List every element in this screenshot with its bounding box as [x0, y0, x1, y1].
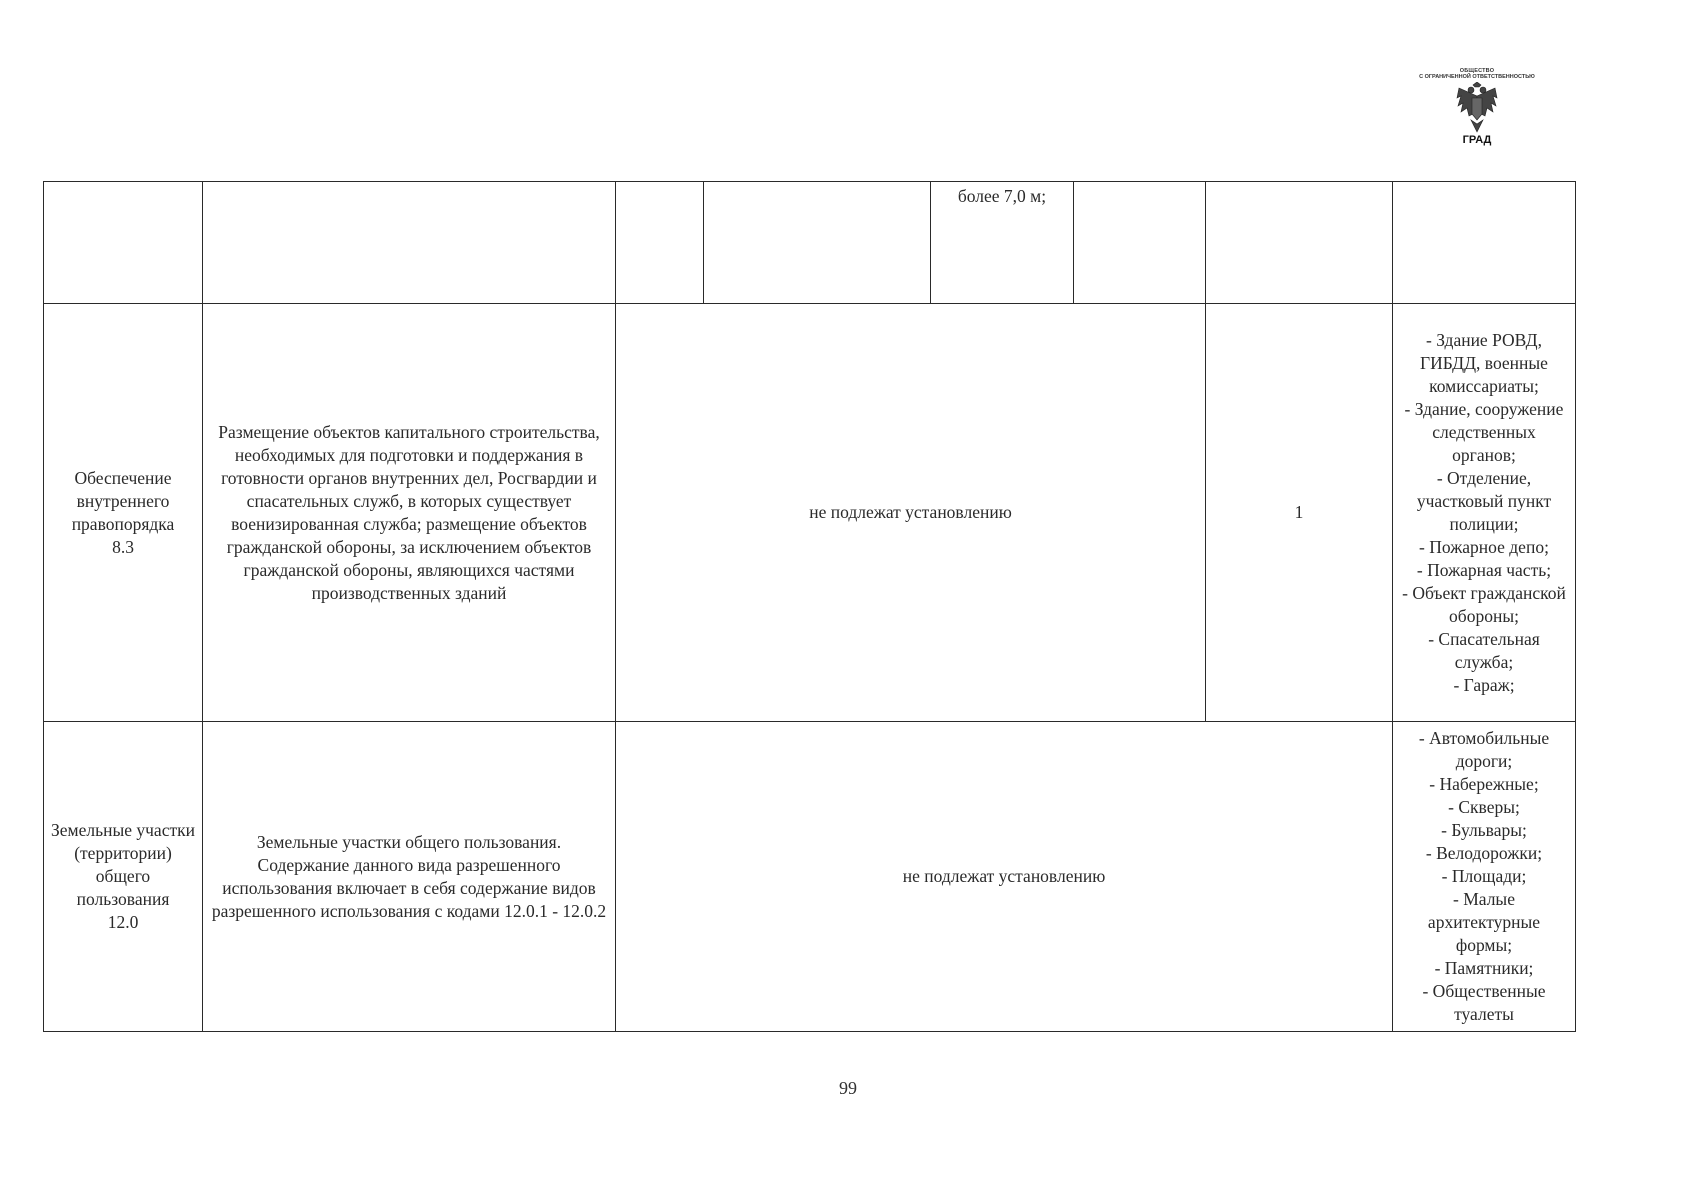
use-type-description: Размещение объектов капитального строительства, необходимых для подготовки и поддержания в готовности органов внутренних дел, Росгвардии и спасательных служб, в которых существует военизированная служба; размещение объектов гражданской обороны, за исключением объектов гражданской обороны, являющихся частями производственных зданий	[203, 304, 616, 722]
table-cell	[704, 182, 931, 304]
table-cell	[44, 182, 203, 304]
objects-list-cell	[1393, 722, 1576, 1032]
logo-caption-line1: ОБЩЕСТВО	[1459, 68, 1495, 74]
value-cell: 1	[1206, 304, 1393, 722]
list-item: - Гараж;	[1453, 674, 1515, 695]
list-item: - Бульвары;	[1441, 820, 1527, 840]
use-type-name: Обеспечение внутреннего правопорядка	[71, 467, 175, 534]
list-item: - Набережные;	[1429, 774, 1539, 794]
list-item: - Отделение, участковый пункт полиции;	[1416, 467, 1552, 534]
parameters-cell: не подлежат установлению	[616, 304, 1206, 722]
list-item: - Памятники;	[1434, 958, 1534, 978]
table-row	[44, 722, 1576, 1032]
list-item: - Здание, сооружение следственных органов;	[1404, 398, 1564, 465]
list-item: - Пожарное депо;	[1419, 536, 1549, 557]
list-item: - Малые архитектурные формы;	[1427, 889, 1541, 955]
page-number: 99	[839, 1078, 857, 1098]
table-cell	[616, 182, 704, 304]
list-item: - Пожарная часть;	[1416, 559, 1552, 580]
company-logo	[1392, 68, 1562, 156]
logo-caption-line2: С ОГРАНИЧЕННОЙ ОТВЕТСТВЕННОСТЬЮ	[1419, 74, 1535, 80]
table-cell	[1074, 182, 1206, 304]
table-cell	[1393, 182, 1576, 304]
list-item: - Автомобильные дороги;	[1418, 728, 1550, 771]
use-type-code: 12.0	[107, 912, 139, 932]
table-cell	[203, 182, 616, 304]
list-item: - Общественные туалеты	[1422, 981, 1546, 1024]
logo-brand: ГРАД	[1462, 134, 1492, 146]
list-item: - Спасательная служба;	[1428, 628, 1540, 672]
objects-list-cell	[1393, 304, 1576, 722]
height-limit-cell: более 7,0 м;	[931, 182, 1074, 304]
list-item: - Скверы;	[1448, 797, 1520, 817]
land-use-table	[43, 181, 1576, 1032]
list-item: - Здание РОВД, ГИБДД, военные комиссариаты;	[1420, 329, 1548, 396]
table-row-continuation	[44, 182, 1576, 304]
table-row	[44, 304, 1576, 722]
parameters-cell: не подлежат установлению	[616, 722, 1393, 1032]
table-cell	[1206, 182, 1393, 304]
list-item: - Площади;	[1441, 866, 1527, 886]
use-type-name-cell	[44, 722, 203, 1032]
double-headed-eagle-icon	[1453, 82, 1501, 134]
use-type-code: 8.3	[112, 536, 134, 557]
use-type-name-cell	[44, 304, 203, 722]
use-type-name: Земельные участки (территории) общего пользования	[51, 820, 195, 909]
list-item: - Объект гражданской обороны;	[1402, 582, 1566, 626]
list-item: - Велодорожки;	[1425, 843, 1543, 863]
use-type-description: Земельные участки общего пользования. Содержание данного вида разрешенного использования включает в себя содержание видов разрешенного использования с кодами 12.0.1 - 12.0.2	[203, 722, 616, 1032]
